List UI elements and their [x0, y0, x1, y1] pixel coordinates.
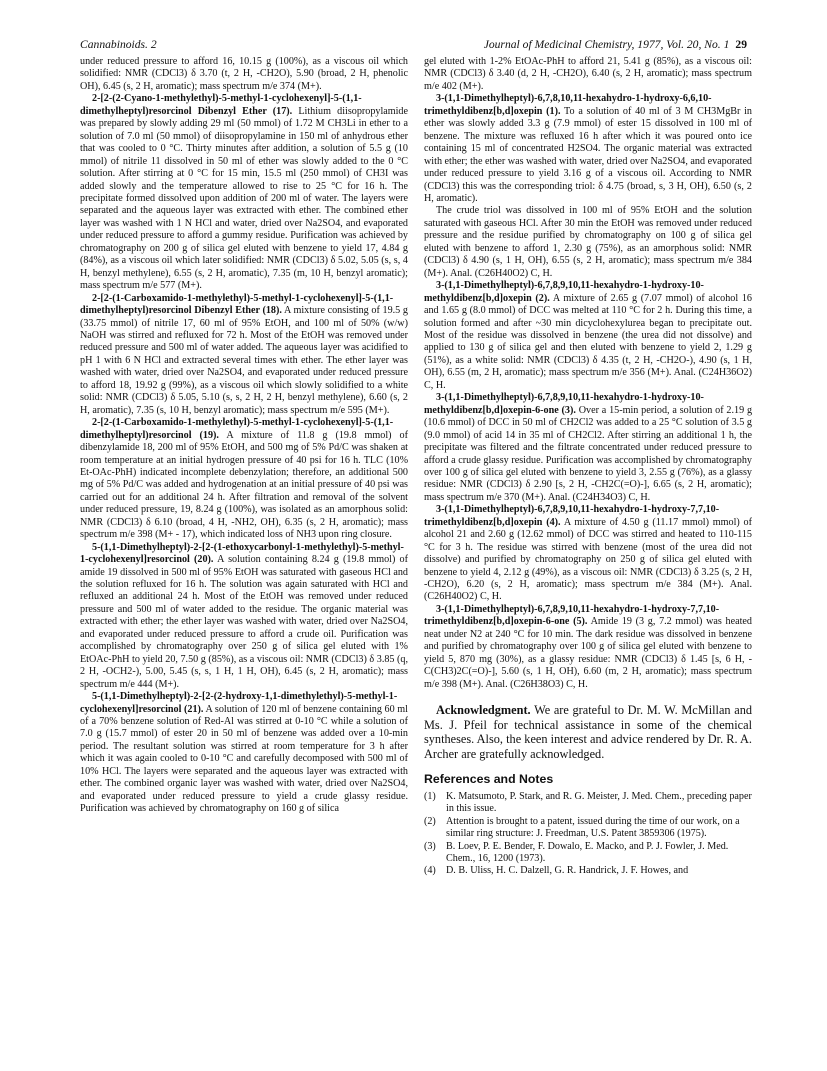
reference-number: (3): [424, 840, 436, 852]
paragraph: [80, 56, 408, 93]
paragraph: [80, 691, 408, 816]
compound-heading: 2-[2-(1-Carboxamido-1-methylethyl)-5-methyl-1-cyclohexenyl]-5-(1,1-dimethylheptyl)resorcinol Dibenzyl Ether (18).: [80, 292, 394, 317]
paragraph-text: A mixture of 11.8 g (19.8 mmol) of dibenzylamide 18, 200 ml of 95% EtOH, and 500 mg of 5% Pd/C was shaken at room temperature at an initial hydrogen pressure of 40 psi for 16 h. TLC (10% Et-OAc-PhH) indicated incomplete debenzylation; therefore, an additional 500 mg of 5% Pd/C was added and hydrogenation at an initial pressure of 40 psi was carried out for an additional 24 h. After filtration and removal of the solvent under reduced pressure, 19, 8.24 g (100%), was isolated as an amorphous solid: NMR (CDCl3) δ 6.10 (broad, 4 H, -NH2, OH), 6.35 (s, 2 H, aromatic); mass spectrum m/e 398 (M+ - 17), which indicated loss of NH3 upon ring closure.: [80, 429, 408, 541]
compound-heading: 3-(1,1-Dimethylheptyl)-6,7,8,10,11-hexahydro-1-hydroxy-6,6,10-trimethyldibenz[b,d]oxepin (1).: [424, 93, 712, 117]
paragraph: [424, 93, 752, 205]
paragraph-text: Amide 19 (3 g, 7.2 mmol) was heated neat under N2 at 240 °C for 10 min. The dark residue was dissolved in benzene and purified by chromatography over 100 g of silica gel eluted with benzene to yield 5, 870 mg (30%), as a glassy residue: NMR (CDCl3) δ 1.45 [s, 6 H, -C(CH3)2C(=O)-], 5.60 (s, 1 H, OH), 6.60 (m, 2 H, aromatic); mass spectrum m/e 398 (M+). Anal. (C26H38O3) C, H.: [424, 616, 752, 690]
reference-item: [424, 816, 752, 841]
paragraph: [80, 93, 408, 292]
paragraph-text: A mixture consisting of 19.5 g (33.75 mmol) of nitrile 17, 60 ml of 95% EtOH, and 100 ml of 50% (w/w) NaOH was stirred and refluxed for 72 h. Most of the EtOH was removed under reduced pressure and 500 ml of water added. The aqueous layer was acidified to pH 1 with 6 N HCl and extracted several times with ether. The ether layer was washed with water, dried over Na2SO4, and evaporated under reduced pressure to afford 18, 19.92 g (99%), as a viscous oil which slowly solidified to a white solid: NMR (CDCl3) δ 5.05, 5.10 (s, s, 2 H, 2 H, benzyl methylene), 6.60 (s, 2 H, aromatic), 7.35 (s, 10 H, benzyl aromatic); mass spectrum m/e 595 (M+).: [80, 305, 408, 416]
reference-text: K. Matsumoto, P. Stark, and R. G. Meister, J. Med. Chem., preceding paper in this issue.: [446, 790, 752, 815]
paragraph-text: gel eluted with 1-2% EtOAc-PhH to afford 21, 5.41 g (85%), as a viscous oil: NMR (CDCl3) δ 3.40 (d, 2 H, -CH2O), 6.40 (s, 2 H, aromatic); mass spectrum m/e 402 (M+).: [424, 56, 752, 92]
acknowledgment: [424, 703, 752, 761]
paragraph-text: To a solution of 40 ml of 3 M CH3MgBr in ether was slowly added 3.3 g (7.9 mmol) of ester 15 dissolved in 100 ml of benzene. The mixture was refluxed 16 h after which it was poured onto ice containing 15 ml of concentrated H2SO4. The organic material was extracted with ether; the ether was washed with water, dried over Na2SO4, and evaporated under reduced pressure to yield 3.16 g of a viscous oil. According to NMR (CDCl3) this was the corresponding triol: δ 4.75 (broad, s, 3 H, OH), 6.50 (s, 2 H, aromatic).: [424, 105, 752, 204]
paragraph: [424, 205, 752, 280]
page-number: 29: [735, 38, 747, 51]
paragraph-text: A mixture of 4.50 g (11.17 mmol) mmol) of alcohol 21 and 2.60 g (12.62 mmol) of DCC was stirred and heated to 110-115 °C for 3 h. The residue was stirred with benzene (most of the urea did not dissolve) and purified by chromatography on 250 g of silica gel eluted with benzene to yield 4, 2.12 g (49%), as a viscous oil: NMR (CDCl3) δ 3.25 (s, 2 H, -CH2O), 6.20 (s, 2 H, aromatic); mass spectrum m/e 384 (M+). Anal. (C26H40O2) C, H.: [424, 516, 752, 603]
references-heading: References and Notes: [424, 772, 554, 787]
compound-heading: 3-(1,1-Dimethylheptyl)-6,7,8,9,10,11-hexahydro-1-hydroxy-10-methyldibenz[b,d]oxepin (2).: [424, 280, 704, 304]
compound-heading: 5-(1,1-Dimethylheptyl)-2-[2-(1-ethoxycarbonyl-1-methylethyl)-5-methyl-1-cyclohexenyl]resorcinol (20).: [80, 541, 404, 566]
paragraph-text: A solution of 120 ml of benzene containing 60 ml of a 70% benzene solution of Red-Al was stirred at 0-10 °C while a solution of 7.0 g (15.7 mmol) of ester 20 in 50 ml of benzene was added over a 10-min period. The resultant solution was stirred at room temperature for 3 h after which it was again cooled to 0-10 °C and carefully decomposed with 500 ml of 10% HCl. The layers were separated and the aqueous layer was extracted with ether. The combined organic layer was washed with water, dried over Na2SO4, and evaporated under reduced pressure to yield a crude glassy residue. Purification was achieved by chromatography on 160 g of silica: [80, 703, 408, 815]
reference-text: D. B. Uliss, H. C. Dalzell, G. R. Handrick, J. F. Howes, and: [446, 865, 689, 877]
paragraph: [424, 604, 752, 691]
reference-number: (2): [424, 815, 436, 827]
paragraph: [80, 542, 408, 691]
reference-item: [424, 841, 752, 866]
journal-name: Journal of Medicinal Chemistry, 1977, Vol. 20, No. 1: [483, 38, 730, 51]
reference-item: [424, 865, 752, 877]
compound-heading: 2-[2-(2-Cyano-1-methylethyl)-5-methyl-1-cyclohexenyl]-5-(1,1-dimethylheptyl)resorcinol Dibenzyl Ether (17).: [80, 93, 362, 117]
reference-text: B. Loev, P. E. Bender, F. Dowalo, E. Macko, and P. J. Fowler, J. Med. Chem., 16, 1200 (1973).: [446, 840, 729, 864]
paragraph: [424, 56, 752, 93]
reference-number: (4): [424, 865, 436, 877]
journal-citation: [484, 38, 747, 51]
running-header: [80, 38, 747, 54]
paragraph: [424, 280, 752, 392]
paragraph-text: Lithium diisopropylamide was prepared by slowly adding 29 ml (50 mmol) of 1.72 M CH3Li in ether to a solution of 7.0 ml (50 mmol) of diisopropylamine in 150 ml of anhydrous ether that was cooled to 0 °C. Thirty minutes after addition, a solution of 5.5 g (10 mmol) of nitrile 11 dissolved in 50 ml of ether was slowly added to the 0 °C solution. After stirring at 0 °C for 15 min, 15.5 ml (250 mmol) of CH3I was added slowly and the temperature allowed to rise to 25 °C for 16 h. The precipitate formed dissolved upon addition of 200 ml of water. The layers were separated and the aqueous layer was extracted with ether. The combined ether layer was washed with 1 N HCl and water, dried over Na2SO4, and evaporated under reduced pressure to afford a gummy residue. Purification was achieved by chromatography on 200 g of silica gel eluted with benzene to yield 17, 4.84 g (84%), as a viscous oil which later solidified: NMR (CDCl3) δ 5.02, 5.05 (s, s, 4 H, benzyl methylene), 6.55 (s, 2 H, aromatic), 7.35 (m, 10 H, benzyl aromatic); mass spectrum m/e 577 (M+).: [80, 105, 408, 292]
left-column: [80, 56, 408, 816]
reference-text: Attention is brought to a patent, issued during the time of our work, on a similar ring structure: J. Freedman, U.S. Patent 3859306 (1975).: [446, 815, 740, 840]
paragraph-text: A solution containing 8.24 g (19.8 mmol) of amide 19 dissolved in 500 ml of 95% EtOH was saturated with gaseous HCl and the solution refluxed for 16 h. The solution was again saturated with HCl and refluxed an additional 24 h. Most of the EtOH was removed under reduced pressure and 500 ml of water added to the residue. The organic material was extracted with ether; the ether layer was washed with water, dried over Na2SO4, and evaporated under reduced pressure to afford a crude oil. Purification was accomplished by chromatography over 250 g of silica gel eluted with 1% EtOAc-PhH to yield 20, 7.50 g (85%), as a viscous oil: NMR (CDCl3) δ 3.85 (q, 2 H, -OCH2-), 5.00, 5.45 (s, s, 1 H, 1 H, OH), 6.45 (s, 2 H, aromatic); mass spectrum m/e 444 (M+).: [80, 554, 408, 690]
paragraph-text: A mixture of 2.65 g (7.07 mmol) of alcohol 16 and 1.65 g (8.0 mmol) of DCC was melted at 110 °C for 2 h. During this time, a solution formed and after ~30 min dicyclohexylurea began to precipitate out. Most of the residue was dissolved in benzene (the urea did not dissolve) and applied to 130 g of silica gel and then eluted with benzene to yield 2, 1.29 g (51%), as a white solid: NMR (CDCl3) δ 4.35 (t, 2 H, -CH2O-), 4.90 (s, 1 H, OH), 6.55 (m, 2 H, aromatic); mass spectrum m/e 356 (M+). Anal. (C24H36O2) C, H.: [424, 292, 752, 391]
acknowledgment-title: Acknowledgment.: [436, 703, 531, 718]
reference-number: (1): [424, 790, 436, 802]
paragraph-text: The crude triol was dissolved in 100 ml of 95% EtOH and the solution saturated with gaseous HCl. After 30 min the EtOH was removed under reduced pressure and the residue purified by chromatography on 100 g of silica gel eluted with benzene to afford 1, 2.30 g (75%), as an amorphous solid: NMR (CDCl3) δ 4.90 (s, 1 H, OH), 6.55 (s, 2 H, aromatic); mass spectrum m/e 384 (M+). Anal. (C26H40O2) C, H.: [424, 205, 752, 279]
compound-heading: 3-(1,1-Dimethylheptyl)-6,7,8,9,10,11-hexahydro-1-hydroxy-10-methyldibenz[b,d]oxepin-6-one (3).: [424, 392, 704, 416]
compound-heading: 5-(1,1-Dimethylheptyl)-2-[2-(2-hydroxy-1,1-dimethylethyl)-5-methyl-1-cyclohexenyl]resorcinol (21).: [80, 691, 398, 715]
paragraph: [80, 293, 408, 418]
right-column: [424, 56, 752, 878]
paragraph-text: under reduced pressure to afford 16, 10.15 g (100%), as a viscous oil which solidified: NMR (CDCl3) δ 3.70 (t, 2 H, -CH2O), 5.90 (broad, 2 H, phenolic OH), 6.45 (s, 2 H, aromatic); mass spectrum m/e 374 (M+).: [80, 56, 408, 92]
reference-item: [424, 791, 752, 816]
paragraph-text: Over a 15-min period, a solution of 2.19 g (10.6 mmol) of DCC in 50 ml of CH2Cl2 was added to a 25 °C solution of 3.5 g (9.0 mmol) of acid 14 in 35 ml of CH2Cl2. After stirring an additional 1 h, the precipitate was filtered and the filtrate concentrated under reduced pressure to afford a crude glassy residue. Purification was accomplished by chromatography over 100 g of silica gel eluted with benzene to yield 3, 2.55 g (76%), as a glassy residue: NMR (CDCl3) δ 2.90 [s, 2 H, -CH2C(=O)-], 6.65 (s, 2 H, aromatic); mass spectrum m/e 370 (M+). Anal. (C24H34O3) C, H.: [424, 404, 753, 503]
references-list: [424, 791, 752, 878]
compound-heading: 3-(1,1-Dimethylheptyl)-6,7,8,9,10,11-hexahydro-1-hydroxy-7,7,10-trimethyldibenz[b,d]oxepin-6-one (5).: [424, 603, 720, 628]
acknowledgment-text: We are grateful to Dr. M. W. McMillan and Ms. J. Pfeil for technical assistance in some of the chemical syntheses. Also, the keen interest and advice rendered by Dr. R. A. Archer are gratefully acknowledged.: [424, 703, 752, 761]
paragraph: [424, 392, 752, 504]
running-title: Cannabinoids. 2: [80, 38, 157, 51]
paragraph: [424, 504, 752, 604]
compound-heading: 3-(1,1-Dimethylheptyl)-6,7,8,9,10,11-hexahydro-1-hydroxy-7,7,10-trimethyldibenz[b,d]oxepin (4).: [424, 504, 720, 528]
compound-heading: 2-[2-(1-Carboxamido-1-methylethyl)-5-methyl-1-cyclohexenyl]-5-(1,1-dimethylheptyl)resorcinol (19).: [80, 417, 394, 441]
right-column-paragraphs: [424, 56, 752, 691]
paragraph: [80, 417, 408, 542]
